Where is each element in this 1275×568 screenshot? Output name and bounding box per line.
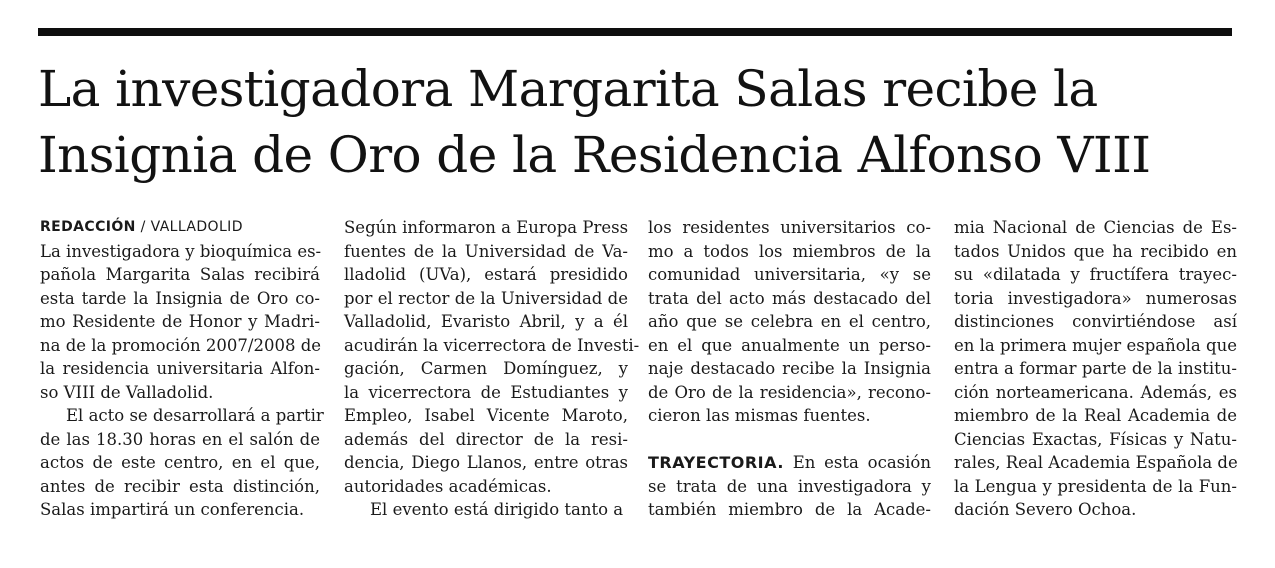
paragraph-line: cieron las mismas fuentes.: [648, 406, 871, 425]
paragraph-line: su «dilatada y fructífera trayec-: [954, 265, 1237, 284]
paragraph-line: por el rector de la Universidad de: [344, 288, 628, 308]
paragraph-line: en el que anualmente un perso-: [648, 335, 931, 355]
paragraph-line: lladolid (UVa), estará presidido: [344, 265, 628, 284]
paragraph-line: fuentes de la Universidad de Va-: [344, 241, 628, 261]
paragraph-line: año que se celebra en el centro,: [648, 312, 931, 331]
paragraph-line: Salas impartirá un conferencia.: [40, 500, 305, 519]
headline-line-2: Insignia de Oro de la Residencia Alfonso VIII: [38, 126, 1151, 184]
paragraph-line: de las 18.30 horas en el salón de: [40, 429, 320, 449]
paragraph-line: na de la promoción 2007/2008 de: [40, 335, 322, 355]
paragraph-line: acudirán la vicerrectora de Investi-: [344, 335, 640, 355]
top-rule: [38, 28, 1232, 36]
headline: [38, 56, 1248, 188]
paragraph-line: Empleo, Isabel Vicente Maroto,: [344, 406, 628, 425]
paragraph-line: distinciones convirtiéndose así: [954, 312, 1237, 331]
paragraph-line: se trata de una investigadora y: [648, 476, 931, 496]
paragraph-line: esta tarde la Insignia de Oro co-: [40, 288, 320, 308]
paragraph-line: Ciencias Exactas, Físicas y Natu-: [954, 429, 1237, 449]
paragraph-line: La investigadora y bioquímica es-: [40, 241, 322, 261]
paragraph-line: actos de este centro, en el que,: [40, 453, 320, 472]
paragraph-line: los residentes universitarios co-: [648, 218, 931, 237]
paragraph-line: so VIII de Valladolid.: [40, 382, 214, 402]
paragraph-line: mo a todos los miembros de la: [648, 241, 931, 261]
byline-city: VALLADOLID: [150, 219, 243, 235]
paragraph-line: naje destacado recibe la Insignia: [648, 359, 931, 378]
byline-separator: /: [135, 219, 151, 235]
paragraph-line: El evento está dirigido tanto a: [370, 500, 624, 519]
paragraph-line: ción norteamericana. Además, es: [954, 382, 1237, 402]
article-column-1: [40, 216, 324, 522]
paragraph-line: toria investigadora» numerosas: [954, 288, 1237, 308]
byline: [40, 216, 320, 240]
paragraph-line: la vicerrectora de Estudiantes y: [344, 382, 628, 402]
paragraph-line: mo Residente de Honor y Madri-: [40, 312, 320, 331]
paragraph-line: de Oro de la residencia», recono-: [648, 382, 931, 402]
headline-line-1: La investigadora Margarita Salas recibe la: [38, 60, 1098, 118]
paragraph-line: gación, Carmen Domínguez, y: [344, 359, 628, 378]
byline-agency: REDACCIÓN: [40, 219, 136, 235]
paragraph-line: tados Unidos que ha recibido en: [954, 241, 1237, 261]
paragraph-line: rales, Real Academia Española de: [954, 453, 1238, 472]
paragraph-line: la Lengua y presidenta de la Fun-: [954, 476, 1237, 496]
paragraph-line: dación Severo Ochoa.: [954, 500, 1137, 519]
paragraph-line: en la primera mujer española que: [954, 335, 1237, 355]
paragraph-line: la residencia universitaria Alfon-: [40, 359, 320, 378]
article-column-2: [344, 216, 640, 522]
paragraph-line: pañola Margarita Salas recibirá: [40, 265, 320, 284]
article-column-4: [954, 216, 1237, 522]
paragraph-line: mia Nacional de Ciencias de Es-: [954, 218, 1237, 237]
section-heading: TRAYECTORIA.: [648, 453, 784, 472]
article-column-3: [648, 216, 931, 522]
paragraph-line: miembro de la Real Academia de: [954, 406, 1237, 425]
paragraph-line: [648, 451, 931, 475]
paragraph-line: también miembro de la Acade-: [648, 500, 931, 519]
paragraph-line: Según informaron a Europa Press: [344, 218, 629, 237]
paragraph-line: antes de recibir esta distinción,: [40, 476, 320, 496]
paragraph-line: comunidad universitaria, «y se: [648, 265, 931, 284]
paragraph-line: trata del acto más destacado del: [648, 288, 931, 308]
spacer-line: [648, 428, 931, 452]
paragraph-line: El acto se desarrollará a partir: [66, 406, 324, 425]
paragraph-line: autoridades académicas.: [344, 476, 552, 496]
paragraph-line: Valladolid, Evaristo Abril, y a él: [344, 312, 628, 331]
paragraph-line: entra a formar parte de la institu-: [954, 359, 1237, 378]
paragraph-line: además del director de la resi-: [344, 429, 628, 449]
paragraph-line: dencia, Diego Llanos, entre otras: [344, 453, 628, 472]
section-text: En esta ocasión: [783, 453, 931, 472]
